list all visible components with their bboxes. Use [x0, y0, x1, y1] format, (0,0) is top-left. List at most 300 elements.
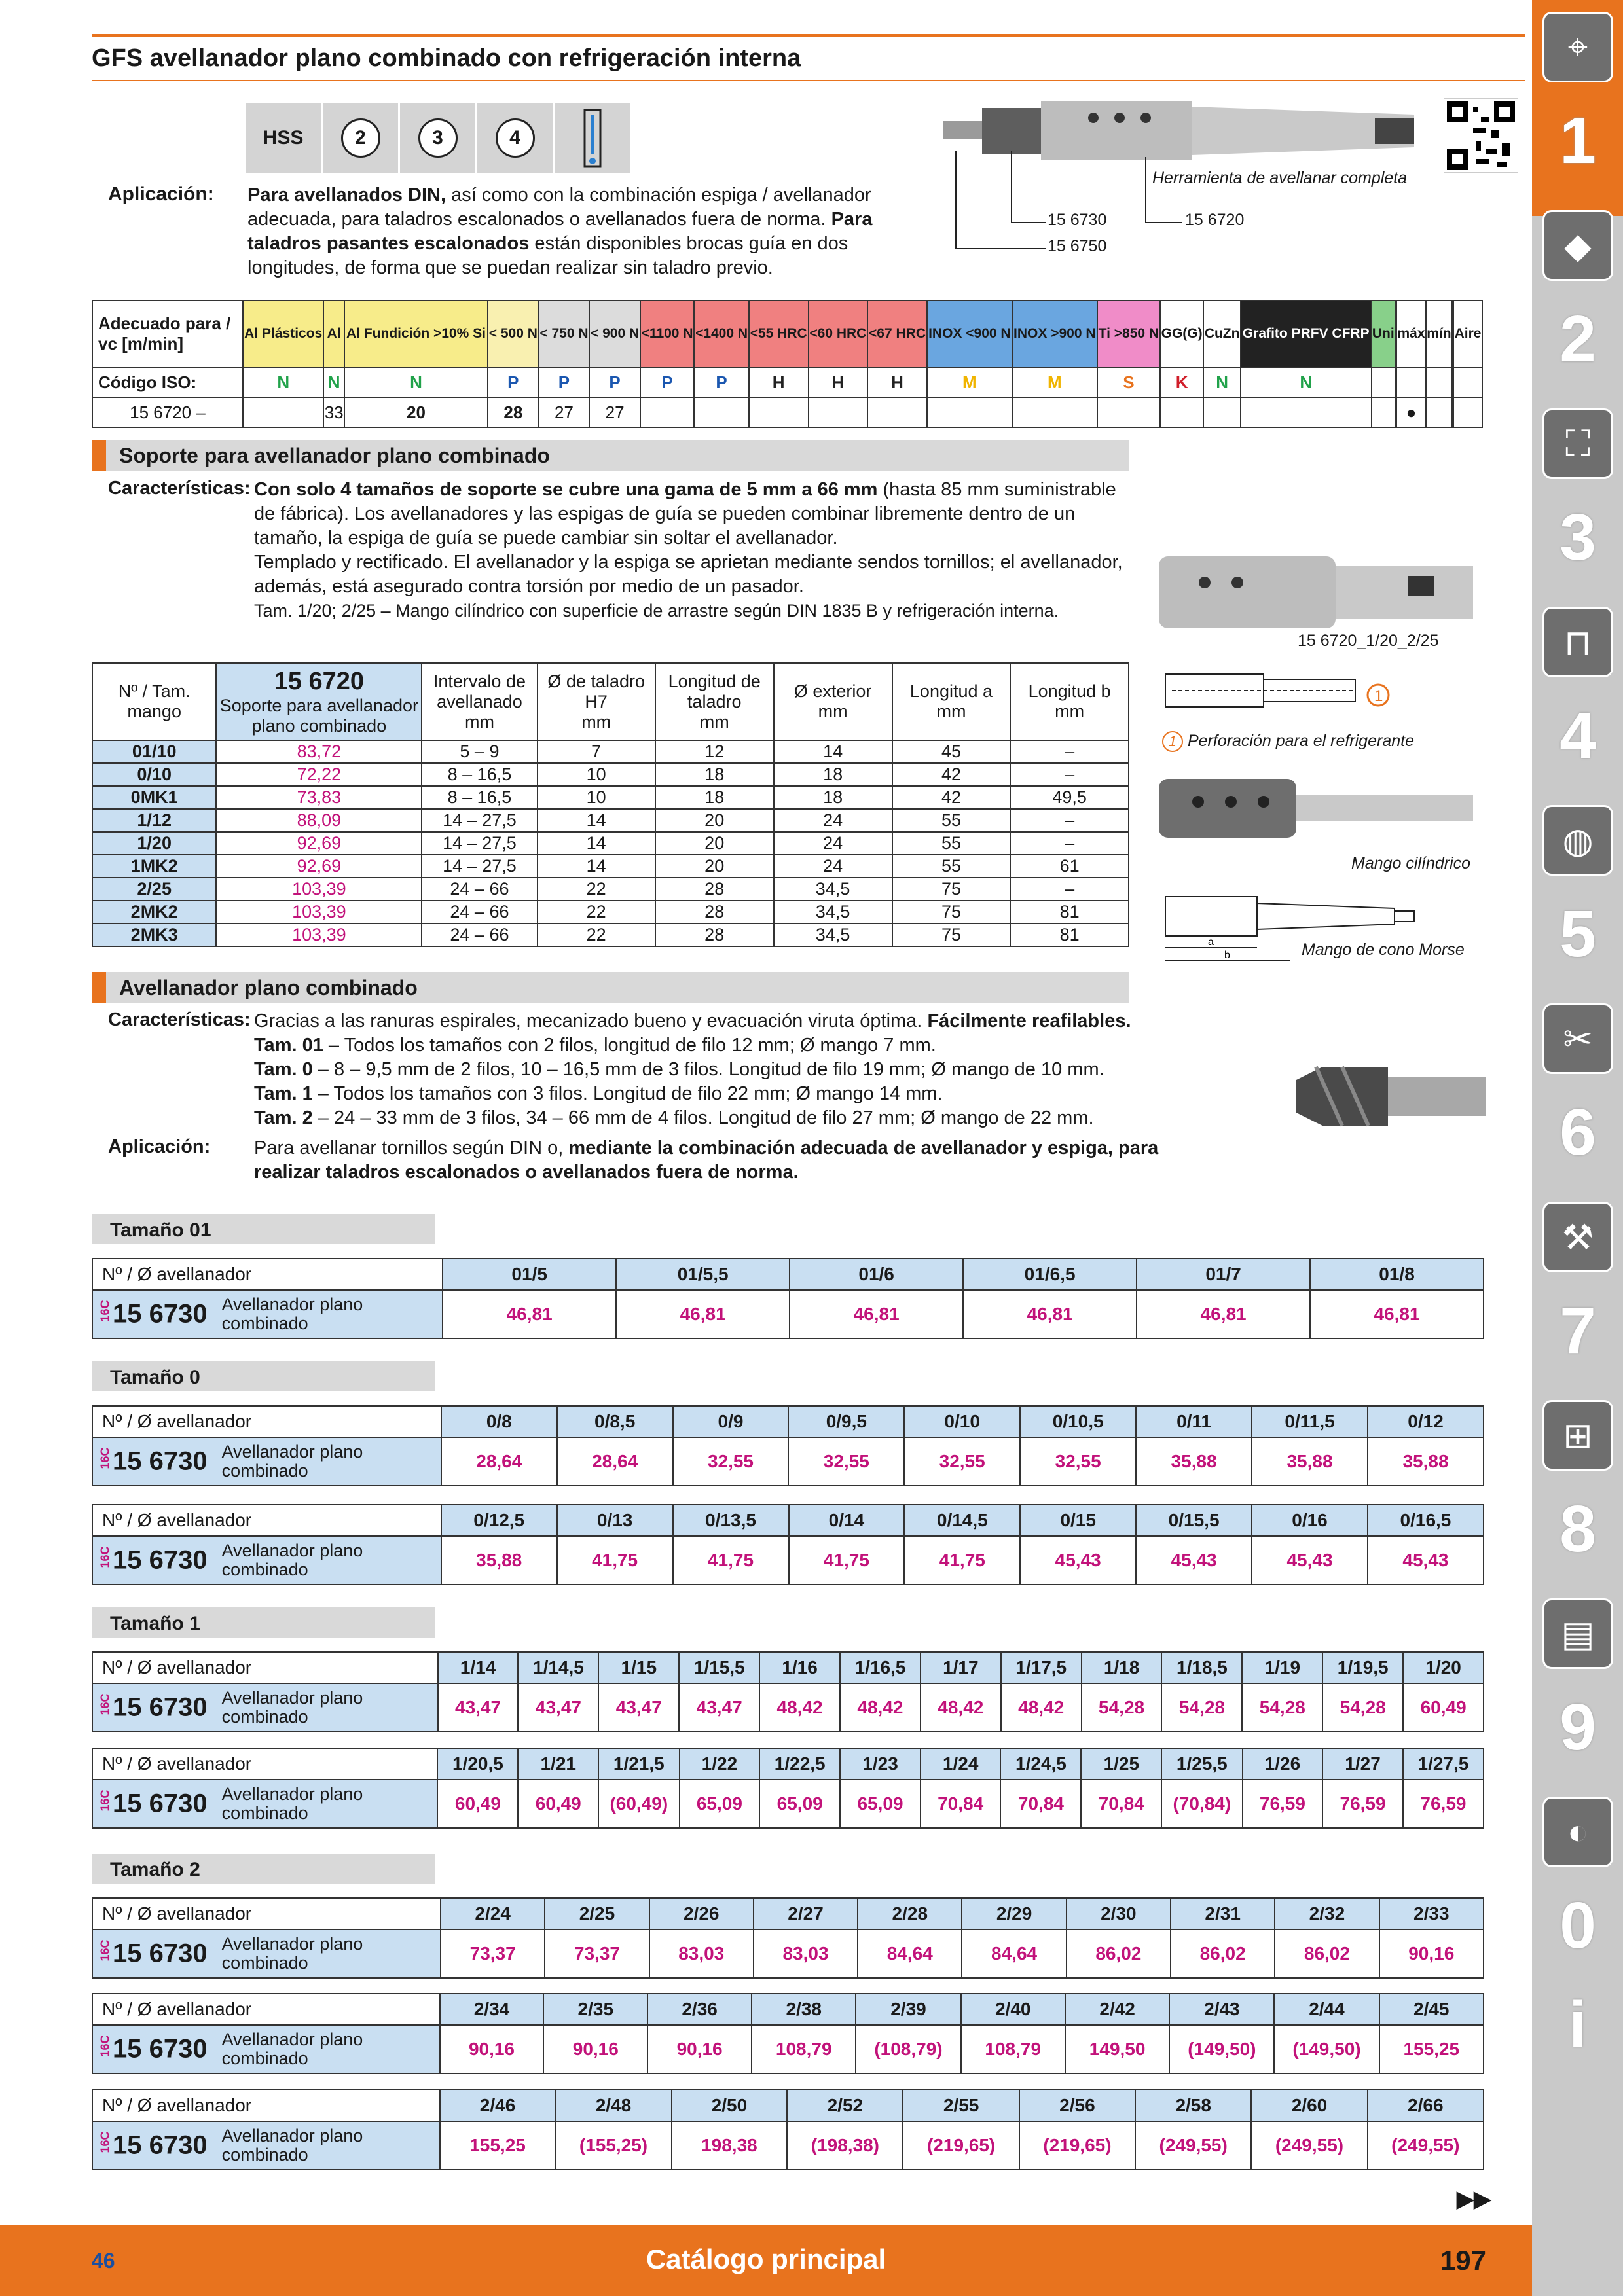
countersink-price[interactable]: 46,81 [790, 1290, 963, 1338]
countersink-code: 0/16,5 [1368, 1505, 1484, 1536]
application-text: Para avellanados DIN, así como con la combinación espiga / avellanador adecuada, para taladros escalonados o avellanados fuera de norma. Para taladros pasantes escalonados están disponibles brocas guía en dos longitudes, de forma que se puedan realizar sin taladro previo. [247, 185, 873, 278]
holder-row [92, 786, 1129, 809]
vc-value [1453, 397, 1482, 427]
countersink-price[interactable]: (249,55) [1368, 2121, 1484, 2170]
saw-icon: ◍ [1542, 805, 1613, 876]
sidebar-chapter-9[interactable] [1537, 1592, 1618, 1782]
countersink-code: 2/38 [752, 1994, 856, 2025]
iso-code: H [749, 367, 809, 397]
holder-image [1159, 556, 1486, 628]
countersink-code: 1/16,5 [840, 1652, 921, 1683]
countersink-price[interactable]: 155,25 [1379, 2025, 1484, 2073]
countersink-char-label: Características: [108, 1009, 251, 1030]
mat-col: < 500 N [488, 300, 539, 367]
article-number: 15 6730 [113, 1789, 208, 1818]
countersink-price[interactable]: 54,28 [1082, 1683, 1162, 1732]
countersink-code: 2/52 [787, 2090, 903, 2121]
countersink-price[interactable]: 35,88 [441, 1536, 557, 1585]
countersink-code: 2/39 [856, 1994, 960, 2025]
countersink-code: 2/26 [649, 1898, 754, 1929]
countersink-code: 1/25 [1081, 1748, 1161, 1780]
iso-code: N [344, 367, 488, 397]
cylindrical-shank-image [1159, 779, 1486, 838]
col-len-b: Longitud b mm [1010, 663, 1129, 740]
article-16c: 16C [98, 2130, 112, 2153]
countersink-price[interactable]: 76,59 [1243, 1780, 1323, 1828]
article-description: Avellanador plano combinado [221, 1541, 363, 1579]
holder-value: – [1010, 878, 1129, 901]
iso-code: K [1160, 367, 1203, 397]
vc-value [1426, 397, 1452, 427]
holder-row [92, 809, 1129, 832]
countersink-code: 0/16 [1252, 1505, 1368, 1536]
countersink-price[interactable]: 90,16 [440, 2025, 544, 2073]
chuck-icon: ⛶ [1542, 408, 1613, 479]
holder-value: 75 [892, 878, 1011, 901]
coolant-note: 1 Perforación para el refrigerante [1162, 731, 1414, 752]
iso-code: P [539, 367, 590, 397]
countersink-price[interactable]: 35,88 [1252, 1437, 1368, 1486]
vc-value [927, 397, 1012, 427]
countersink-price[interactable]: 41,75 [557, 1536, 673, 1585]
countersink-price[interactable]: 108,79 [961, 2025, 1065, 2073]
holder-value: 18 [774, 763, 892, 786]
sidebar-chapter-number: i [1569, 1988, 1587, 2061]
ref-156750: 15 6750 [1048, 237, 1107, 255]
article-number: 15 6730 [113, 2130, 208, 2160]
countersink-price[interactable]: 54,28 [1242, 1683, 1322, 1732]
countersink-price[interactable]: 60,49 [1403, 1683, 1484, 1732]
holder-value: – [1010, 832, 1129, 855]
size-label-bar [92, 1607, 435, 1638]
article-cell [92, 1536, 441, 1585]
holder-value: 81 [1010, 901, 1129, 924]
vc-value [1160, 397, 1203, 427]
countersink-price[interactable]: 45,43 [1020, 1536, 1136, 1585]
morse-taper-label: Mango de cono Morse [1302, 941, 1465, 959]
size-label: Tamaño 2 [110, 1859, 200, 1880]
holder-value: 10 [538, 763, 655, 786]
vc-value: 28 [488, 397, 539, 427]
countersink-price[interactable]: 48,42 [1001, 1683, 1082, 1732]
countersink-price[interactable]: 48,42 [840, 1683, 921, 1732]
countersink-code: 2/66 [1368, 2090, 1484, 2121]
countersink-price[interactable]: 43,47 [518, 1683, 598, 1732]
sidebar-chapter-number: 4 [1559, 699, 1596, 772]
countersink-price[interactable]: 45,43 [1136, 1536, 1252, 1585]
countersink-price[interactable]: (60,49) [598, 1780, 680, 1828]
article-cell [92, 1929, 441, 1978]
sidebar-chapter-6[interactable] [1537, 997, 1618, 1187]
price-header-label: Nº / Ø avellanador [92, 1406, 441, 1437]
holder-price[interactable]: 103,39 [216, 878, 422, 901]
footer-page-number: 197 [1440, 2245, 1486, 2276]
holder-value: 24 [774, 832, 892, 855]
countersink-image [1296, 1054, 1493, 1139]
holder-table [92, 662, 1129, 947]
countersink-price[interactable]: 35,88 [1368, 1437, 1484, 1486]
iso-code: M [927, 367, 1012, 397]
countersink-price[interactable]: 108,79 [752, 2025, 856, 2073]
holder-price[interactable]: 92,69 [216, 855, 422, 878]
holder-row [92, 763, 1129, 786]
countersink-price[interactable]: (149,50) [1274, 2025, 1379, 2073]
countersink-price[interactable]: 90,16 [543, 2025, 647, 2073]
iso-code: P [694, 367, 749, 397]
vc-value: 27 [539, 397, 590, 427]
sidebar-chapter-number: 2 [1559, 302, 1596, 376]
holder-row [92, 901, 1129, 924]
countersink-price[interactable]: 90,16 [1379, 1929, 1484, 1978]
countersink-price[interactable]: 45,43 [1252, 1536, 1368, 1585]
vc-value [1372, 397, 1396, 427]
countersink-price[interactable]: 28,64 [557, 1437, 673, 1486]
sidebar-chapter-number: 6 [1559, 1096, 1596, 1169]
holder-value: 34,5 [774, 878, 892, 901]
holder-value: 28 [655, 878, 774, 901]
safety-icon: ◐ [1542, 1797, 1613, 1867]
holder-row [92, 832, 1129, 855]
countersink-code: 2/56 [1019, 2090, 1135, 2121]
countersink-price[interactable]: 73,37 [441, 1929, 545, 1978]
holder-value: 22 [538, 878, 655, 901]
vc-value: 20 [344, 397, 488, 427]
mat-col: <67 HRC [867, 300, 927, 367]
countersink-price[interactable]: 54,28 [1161, 1683, 1242, 1732]
countersink-code: 01/5 [443, 1259, 616, 1290]
countersink-code: 0/13,5 [673, 1505, 789, 1536]
price-table [92, 1993, 1484, 2074]
title-rule [92, 34, 1525, 37]
mat-col: <60 HRC [809, 300, 868, 367]
countersink-price[interactable]: 41,75 [904, 1536, 1020, 1585]
countersink-price[interactable]: 65,09 [840, 1780, 921, 1828]
price-header-label: Nº / Ø avellanador [92, 1652, 438, 1683]
holder-value: 61 [1010, 855, 1129, 878]
mat-col: < 750 N [539, 300, 590, 367]
sidebar-chapter-7[interactable] [1537, 1195, 1618, 1385]
holder-value: 20 [655, 809, 774, 832]
article-number: 15 6730 [113, 1939, 208, 1968]
countersink-price[interactable]: 54,28 [1322, 1683, 1403, 1732]
countersink-code: 2/60 [1251, 2090, 1367, 2121]
countersink-code: 0/12 [1368, 1406, 1484, 1437]
mat-col: <1100 N [640, 300, 694, 367]
article-16c: 16C [98, 1789, 112, 1811]
countersink-code: 1/22,5 [759, 1748, 840, 1780]
svg-text:a: a [1208, 937, 1214, 948]
holder-value: 14 – 27,5 [422, 809, 537, 832]
countersink-code: 1/19,5 [1322, 1652, 1403, 1683]
vc-value [749, 397, 809, 427]
countersink-code: 1/14,5 [518, 1652, 598, 1683]
countersink-price[interactable]: (155,25) [555, 2121, 671, 2170]
sidebar-chapter-number: 7 [1559, 1294, 1596, 1367]
countersink-price[interactable]: 73,37 [545, 1929, 649, 1978]
countersink-price[interactable]: (70,84) [1161, 1780, 1243, 1828]
countersink-price[interactable]: 198,38 [672, 2121, 788, 2170]
holder-price[interactable]: 103,39 [216, 901, 422, 924]
countersink-price[interactable]: 83,03 [649, 1929, 754, 1978]
sidebar-chapter-4[interactable] [1537, 600, 1618, 790]
countersink-code: 1/23 [840, 1748, 921, 1780]
countersink-price[interactable]: 70,84 [1081, 1780, 1161, 1828]
countersink-price[interactable]: 86,02 [1275, 1929, 1379, 1978]
next-page-arrows[interactable]: ▶▶ [1457, 2187, 1491, 2212]
countersink-app-text: Para avellanar tornillos según DIN o, mediante la combinación adecuada de avellanador y espiga, para realizar taladros escalonados o avellanados fuera de norma. [254, 1138, 1159, 1183]
vc-value [694, 397, 749, 427]
size-label: Tamaño 1 [110, 1613, 200, 1634]
vc-value: ● [1396, 397, 1426, 427]
countersink-price[interactable]: 46,81 [1137, 1290, 1310, 1338]
price-header-label: Nº / Ø avellanador [92, 1505, 441, 1536]
insert-icon: ◆ [1542, 210, 1613, 281]
material-suitability-table [92, 300, 1483, 428]
iso-code: M [1012, 367, 1097, 397]
countersink-code: 1/22 [680, 1748, 760, 1780]
flutes-4-badge: 4 [477, 103, 553, 173]
countersink-price[interactable]: 46,81 [616, 1290, 790, 1338]
holder-value: 55 [892, 832, 1011, 855]
countersink-code: 2/35 [543, 1994, 647, 2025]
holder-value: 18 [774, 786, 892, 809]
countersink-app-label: Aplicación: [108, 1136, 211, 1157]
countersink-price[interactable]: 76,59 [1322, 1780, 1403, 1828]
holder-price[interactable]: 73,83 [216, 786, 422, 809]
iso-code: P [589, 367, 640, 397]
countersink-price[interactable]: 60,49 [437, 1780, 518, 1828]
countersink-price[interactable]: (149,50) [1169, 2025, 1274, 2073]
price-table [92, 1651, 1484, 1732]
vc-value [243, 397, 323, 427]
holder-size: 01/10 [92, 740, 216, 763]
countersink-code: 0/9,5 [788, 1406, 904, 1437]
countersink-price[interactable]: 76,59 [1403, 1780, 1484, 1828]
countersink-code: 2/50 [672, 2090, 788, 2121]
countersink-section-bar [92, 972, 1129, 1003]
iso-code: H [867, 367, 927, 397]
sidebar-chapter-8[interactable] [1537, 1393, 1618, 1583]
countersink-code: 2/42 [1065, 1994, 1169, 2025]
countersink-price[interactable]: 149,50 [1065, 2025, 1169, 2073]
countersink-code: 2/28 [858, 1898, 962, 1929]
col-bore-length: Longitud de taladro mm [655, 663, 774, 740]
price-table [92, 2089, 1484, 2170]
countersink-price[interactable]: (108,79) [856, 2025, 960, 2073]
countersink-price[interactable]: (249,55) [1251, 2121, 1367, 2170]
holder-price[interactable]: 92,69 [216, 832, 422, 855]
countersink-price[interactable]: 46,81 [1310, 1290, 1484, 1338]
countersink-code: 1/24,5 [1000, 1748, 1081, 1780]
price-header-label: Nº / Ø avellanador [92, 1898, 441, 1929]
countersink-price[interactable]: 65,09 [759, 1780, 840, 1828]
flutes-2-badge: 2 [323, 103, 398, 173]
countersink-code: 1/24 [921, 1748, 1001, 1780]
article-16c: 16C [98, 1299, 112, 1321]
countersink-price[interactable]: 41,75 [789, 1536, 905, 1585]
application-label: Aplicación: [108, 183, 214, 205]
sidebar-chapter-i[interactable] [1537, 1988, 1618, 2178]
countersink-price[interactable]: 70,84 [921, 1780, 1001, 1828]
countersink-price[interactable]: (219,65) [903, 2121, 1019, 2170]
holder-value: 18 [655, 786, 774, 809]
countersink-price[interactable]: 86,02 [1067, 1929, 1171, 1978]
vc-value [1203, 397, 1241, 427]
countersink-price[interactable]: 46,81 [963, 1290, 1137, 1338]
countersink-code: 1/17 [921, 1652, 1001, 1683]
price-table [92, 1897, 1484, 1979]
holder-value: 22 [538, 924, 655, 946]
title-underline [92, 80, 1525, 81]
holder-row [92, 855, 1129, 878]
article-16c: 16C [98, 1693, 112, 1715]
internal-coolant-icon [555, 103, 630, 173]
countersink-code: 2/44 [1274, 1994, 1379, 2025]
countersink-section-title: Avellanador plano combinado [119, 976, 418, 999]
countersink-price[interactable]: (219,65) [1019, 2121, 1135, 2170]
sidebar-chapter-number: 8 [1559, 1492, 1596, 1566]
article-cell [92, 1780, 437, 1828]
cylindrical-shank-label: Mango cilíndrico [1351, 854, 1471, 872]
countersink-price[interactable]: 70,84 [1000, 1780, 1081, 1828]
countersink-code: 0/15,5 [1136, 1505, 1252, 1536]
countersink-code: 0/15 [1020, 1505, 1136, 1536]
countersink-code: 1/16 [759, 1652, 840, 1683]
vc-value: 27 [589, 397, 640, 427]
holder-price[interactable]: 88,09 [216, 809, 422, 832]
countersink-price[interactable]: 43,47 [679, 1683, 759, 1732]
sidebar-chapter-0[interactable] [1537, 1790, 1618, 1980]
sidebar-chapter-3[interactable] [1537, 402, 1618, 592]
callout-lines [949, 151, 1211, 255]
sidebar-chapter-1[interactable] [1537, 5, 1618, 195]
countersink-price[interactable]: 46,81 [443, 1290, 616, 1338]
mat-col: Grafito PRFV CFRP [1241, 300, 1371, 367]
price-table [92, 1504, 1484, 1585]
holder-image-caption: 15 6720_1/20_2/25 [1298, 632, 1439, 650]
countersink-price[interactable]: 65,09 [680, 1780, 760, 1828]
countersink-price[interactable]: (249,55) [1135, 2121, 1251, 2170]
countersink-price[interactable]: 43,47 [438, 1683, 519, 1732]
countersink-price[interactable]: (198,38) [787, 2121, 903, 2170]
drill-icon: ⌖ [1542, 12, 1613, 82]
countersink-price[interactable]: 32,55 [1020, 1437, 1136, 1486]
complete-tool-caption: Herramienta de avellanar completa [1152, 169, 1408, 187]
countersink-code: 1/20 [1403, 1652, 1484, 1683]
countersink-code: 2/45 [1379, 1994, 1484, 2025]
article-16c: 16C [98, 1939, 112, 1961]
vc-value [1241, 397, 1371, 427]
article-cell [92, 2121, 440, 2170]
countersink-price[interactable]: 45,43 [1368, 1536, 1484, 1585]
iso-code [1372, 367, 1396, 397]
holder-row [92, 924, 1129, 946]
holder-value: 55 [892, 855, 1011, 878]
countersink-price[interactable]: 32,55 [788, 1437, 904, 1486]
countersink-code: 0/14,5 [904, 1505, 1020, 1536]
countersink-code: 01/6,5 [963, 1259, 1137, 1290]
footer-bar [0, 2225, 1532, 2296]
countersink-price[interactable]: 32,55 [673, 1437, 789, 1486]
countersink-code: 2/29 [962, 1898, 1066, 1929]
countersink-code: 0/8,5 [557, 1406, 673, 1437]
price-header-label: Nº / Ø avellanador [92, 2090, 440, 2121]
holder-price[interactable]: 72,22 [216, 763, 422, 786]
iso-code: P [488, 367, 539, 397]
holder-value: 34,5 [774, 901, 892, 924]
countersink-price[interactable]: 155,25 [440, 2121, 556, 2170]
price-header-label: Nº / Ø avellanador [92, 1259, 443, 1290]
sidebar-chapter-number: 5 [1559, 897, 1596, 971]
countersink-code: 2/58 [1135, 2090, 1251, 2121]
iso-code: N [1241, 367, 1371, 397]
sidebar-chapter-5[interactable] [1537, 798, 1618, 988]
countersink-price[interactable]: 35,88 [1136, 1437, 1252, 1486]
holder-section-bar [92, 440, 1129, 471]
countersink-price[interactable]: 60,49 [518, 1780, 598, 1828]
iso-code [1396, 367, 1426, 397]
mat-col: Ti >850 N [1097, 300, 1160, 367]
holder-price[interactable]: 83,72 [216, 740, 422, 763]
holder-value: 8 – 16,5 [422, 763, 537, 786]
countersink-price[interactable]: 84,64 [962, 1929, 1066, 1978]
holder-size: 2MK3 [92, 924, 216, 946]
holder-price[interactable]: 103,39 [216, 924, 422, 946]
holder-value: 24 – 66 [422, 901, 537, 924]
holder-coolant-diagram [1159, 668, 1395, 713]
holder-value: 75 [892, 924, 1011, 946]
countersink-code: 0/8 [441, 1406, 557, 1437]
holder-value: 34,5 [774, 924, 892, 946]
countersink-code: 2/36 [647, 1994, 752, 2025]
col-ext: Ø exterior mm [774, 663, 892, 740]
countersink-price[interactable]: 86,02 [1171, 1929, 1275, 1978]
sidebar-chapter-2[interactable] [1537, 204, 1618, 393]
holder-value: 14 [538, 809, 655, 832]
countersink-price[interactable]: 83,03 [754, 1929, 858, 1978]
article-cell [92, 1290, 443, 1338]
holder-value: 81 [1010, 924, 1129, 946]
holder-value: 7 [538, 740, 655, 763]
mat-header-label: Adecuado para / vc [m/min] [92, 300, 243, 367]
vc-value [640, 397, 694, 427]
countersink-code: 0/9 [673, 1406, 789, 1437]
countersink-price[interactable]: 43,47 [598, 1683, 679, 1732]
price-table [92, 1258, 1484, 1339]
countersink-price[interactable]: 32,55 [904, 1437, 1020, 1486]
size-label-bar [92, 1361, 435, 1391]
countersink-price[interactable]: 90,16 [647, 2025, 752, 2073]
sidebar-chapter-number: 0 [1559, 1889, 1596, 1962]
vc-value [809, 397, 868, 427]
article-cell [92, 1683, 438, 1732]
holder-value: 55 [892, 809, 1011, 832]
col-art: 15 6720 Soporte para avellanador plano combinado [216, 663, 422, 740]
ref-156730: 15 6730 [1048, 211, 1107, 229]
countersink-code: 2/34 [440, 1994, 544, 2025]
countersink-code: 1/21,5 [598, 1748, 680, 1780]
col-interval: Intervalo de avellanado mm [422, 663, 537, 740]
ref-156720: 15 6720 [1185, 211, 1245, 229]
countersink-price[interactable]: 48,42 [921, 1683, 1001, 1732]
qr-code[interactable] [1444, 98, 1518, 173]
holder-value: 22 [538, 901, 655, 924]
countersink-price[interactable]: 48,42 [759, 1683, 840, 1732]
countersink-price[interactable]: 41,75 [673, 1536, 789, 1585]
countersink-code: 01/7 [1137, 1259, 1310, 1290]
countersink-price[interactable]: 28,64 [441, 1437, 557, 1486]
countersink-price[interactable]: 84,64 [858, 1929, 962, 1978]
